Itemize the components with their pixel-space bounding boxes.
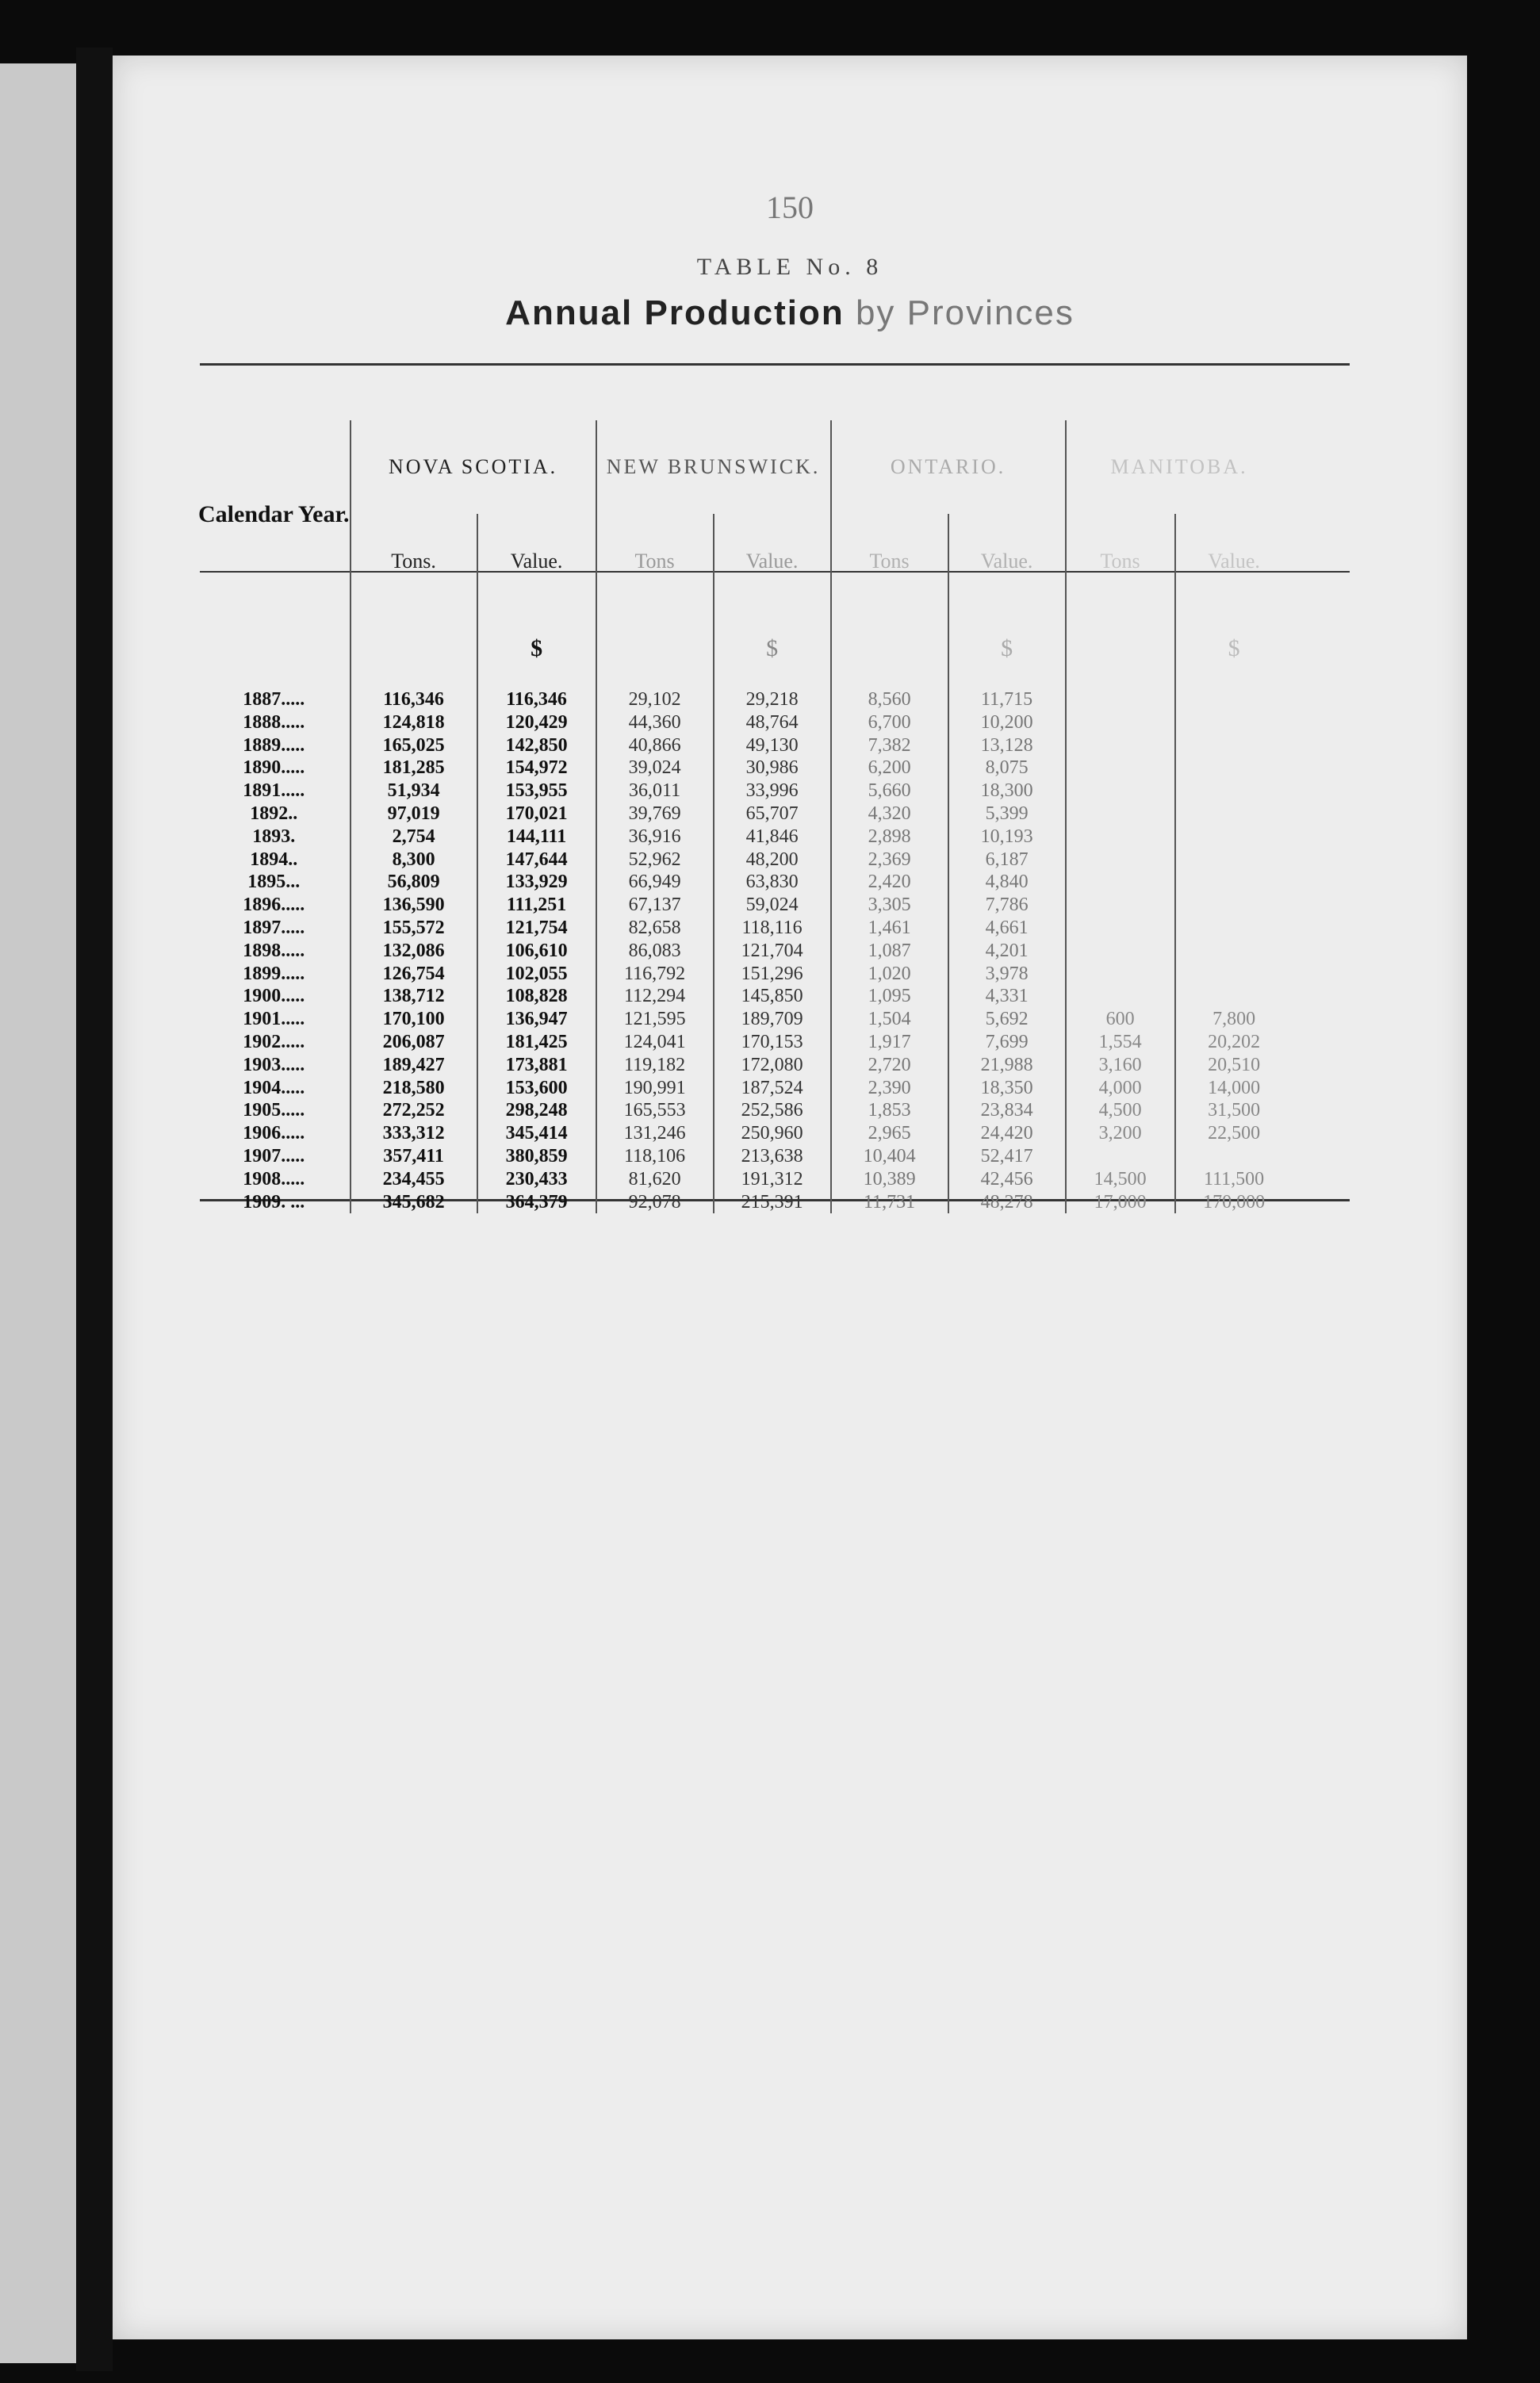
on-value-cell: 5,692	[948, 1008, 1066, 1031]
table-row	[198, 917, 1293, 940]
mb-value-cell: 7,800	[1175, 1008, 1293, 1031]
year-cell: 1899.....	[243, 963, 305, 984]
mb-value-cell: 20,510	[1175, 1054, 1293, 1077]
nb-tons-cell: 81,620	[596, 1168, 714, 1191]
table-row	[198, 1054, 1293, 1077]
nb-value-cell: 189,709	[714, 1008, 831, 1031]
nb-tons-cell: 118,106	[596, 1145, 714, 1168]
on-value-cell: 8,075	[948, 757, 1066, 780]
nb-value-cell: 48,764	[714, 711, 831, 734]
ns-tons-cell: 8,300	[351, 849, 477, 872]
ns-tons-cell: 234,455	[351, 1168, 477, 1191]
mb-currency: $	[1175, 609, 1293, 688]
year-cell: 1891.....	[243, 780, 305, 802]
nb-value-cell: 213,638	[714, 1145, 831, 1168]
nb-value-cell: 48,200	[714, 849, 831, 872]
on-tons-cell: 1,020	[831, 963, 948, 986]
on-value-cell: 7,699	[948, 1031, 1066, 1054]
year-cell: 1896.....	[243, 895, 305, 916]
nb-tons-cell: 119,182	[596, 1054, 714, 1077]
mb-value-cell	[1175, 734, 1293, 757]
table-row	[198, 849, 1293, 872]
table-row	[198, 1168, 1293, 1191]
nova-scotia-header: NOVA SCOTIA.	[351, 420, 596, 514]
mb-tons-cell: 4,000	[1066, 1077, 1175, 1100]
ns-currency: $	[477, 609, 596, 688]
on-value-header: Value.	[948, 514, 1066, 609]
on-tons-cell: 1,853	[831, 1099, 948, 1122]
ns-value-header: Value.	[477, 514, 596, 609]
nb-value-cell: 215,391	[714, 1191, 831, 1214]
on-value-cell: 18,300	[948, 780, 1066, 803]
mb-value-cell	[1175, 688, 1293, 711]
on-value-cell: 21,988	[948, 1054, 1066, 1077]
mb-tons-cell	[1066, 734, 1175, 757]
year-cell: 1900.....	[243, 986, 305, 1007]
on-tons-cell: 5,660	[831, 780, 948, 803]
on-tons-cell: 2,965	[831, 1122, 948, 1145]
table-row	[198, 1191, 1293, 1214]
ns-value-cell: 136,947	[477, 1008, 596, 1031]
nb-value-cell: 41,846	[714, 826, 831, 849]
table-row	[198, 826, 1293, 849]
ns-value-cell: 153,955	[477, 780, 596, 803]
table-row	[198, 734, 1293, 757]
ns-value-cell: 230,433	[477, 1168, 596, 1191]
mb-tons-cell	[1066, 894, 1175, 917]
on-tons-cell: 1,917	[831, 1031, 948, 1054]
on-tons-cell: 7,382	[831, 734, 948, 757]
table-row	[198, 688, 1293, 711]
on-tons-header: Tons	[831, 514, 948, 609]
new-brunswick-header: NEW BRUNSWICK.	[596, 420, 831, 514]
table-row	[198, 780, 1293, 803]
mb-tons-header: Tons	[1066, 514, 1175, 609]
on-tons-cell: 11,731	[831, 1191, 948, 1214]
year-cell: 1895...	[247, 872, 301, 893]
mb-tons-cell	[1066, 780, 1175, 803]
ns-value-cell: 121,754	[477, 917, 596, 940]
ns-tons-cell: 155,572	[351, 917, 477, 940]
nb-value-cell: 170,153	[714, 1031, 831, 1054]
year-cell: 1901.....	[243, 1009, 305, 1030]
mb-value-cell	[1175, 871, 1293, 894]
year-cell: 1892..	[250, 803, 298, 824]
ns-value-cell: 142,850	[477, 734, 596, 757]
ns-value-cell: 154,972	[477, 757, 596, 780]
nb-tons-cell: 92,078	[596, 1191, 714, 1214]
year-cell: 1887.....	[243, 689, 305, 710]
ns-tons-cell: 51,934	[351, 780, 477, 803]
book-gutter	[76, 48, 113, 2371]
on-tons-cell: 10,404	[831, 1145, 948, 1168]
nb-tons-cell: 131,246	[596, 1122, 714, 1145]
currency-row	[198, 609, 1293, 688]
production-table	[198, 420, 1293, 1213]
mb-tons-cell: 3,200	[1066, 1122, 1175, 1145]
on-value-cell: 4,331	[948, 985, 1066, 1008]
ns-value-cell: 181,425	[477, 1031, 596, 1054]
on-value-cell: 11,715	[948, 688, 1066, 711]
on-tons-cell: 1,087	[831, 940, 948, 963]
page-title	[113, 293, 1467, 333]
nb-tons-cell: 40,866	[596, 734, 714, 757]
on-value-cell: 48,278	[948, 1191, 1066, 1214]
nb-value-cell: 63,830	[714, 871, 831, 894]
nb-tons-cell: 36,916	[596, 826, 714, 849]
nb-tons-cell: 39,024	[596, 757, 714, 780]
ns-tons-cell: 165,025	[351, 734, 477, 757]
mb-value-cell	[1175, 894, 1293, 917]
ns-value-cell: 116,346	[477, 688, 596, 711]
mb-value-cell: 111,500	[1175, 1168, 1293, 1191]
ontario-header: ONTARIO.	[831, 420, 1066, 514]
table-row	[198, 940, 1293, 963]
mb-tons-cell	[1066, 917, 1175, 940]
ns-tons-cell: 136,590	[351, 894, 477, 917]
ns-tons-cell: 116,346	[351, 688, 477, 711]
on-value-cell: 23,834	[948, 1099, 1066, 1122]
manitoba-header: MANITOBA.	[1066, 420, 1293, 514]
nb-tons-cell: 29,102	[596, 688, 714, 711]
nb-value-cell: 250,960	[714, 1122, 831, 1145]
mb-value-cell: 31,500	[1175, 1099, 1293, 1122]
table-row	[198, 1145, 1293, 1168]
mb-value-cell	[1175, 917, 1293, 940]
ns-value-cell: 144,111	[477, 826, 596, 849]
mb-tons-cell	[1066, 803, 1175, 826]
on-value-cell: 5,399	[948, 803, 1066, 826]
mb-value-cell: 22,500	[1175, 1122, 1293, 1145]
mb-tons-cell: 17,000	[1066, 1191, 1175, 1214]
nb-tons-cell: 190,991	[596, 1077, 714, 1100]
table-row	[198, 711, 1293, 734]
table-row	[198, 803, 1293, 826]
nb-value-cell: 65,707	[714, 803, 831, 826]
mb-tons-cell: 4,500	[1066, 1099, 1175, 1122]
nb-tons-header: Tons	[596, 514, 714, 609]
on-tons-cell: 1,461	[831, 917, 948, 940]
nb-tons-cell: 44,360	[596, 711, 714, 734]
nb-tons-cell: 66,949	[596, 871, 714, 894]
mb-tons-cell: 14,500	[1066, 1168, 1175, 1191]
on-tons-cell: 3,305	[831, 894, 948, 917]
on-value-cell: 18,350	[948, 1077, 1066, 1100]
mb-value-cell: 20,202	[1175, 1031, 1293, 1054]
nb-tons-cell: 116,792	[596, 963, 714, 986]
mb-value-cell	[1175, 757, 1293, 780]
ns-value-cell: 147,644	[477, 849, 596, 872]
nb-value-cell: 172,080	[714, 1054, 831, 1077]
ns-value-cell: 173,881	[477, 1054, 596, 1077]
on-tons-cell: 1,504	[831, 1008, 948, 1031]
on-value-cell: 3,978	[948, 963, 1066, 986]
on-tons-cell: 10,389	[831, 1168, 948, 1191]
ns-tons-cell: 132,086	[351, 940, 477, 963]
table-row	[198, 1077, 1293, 1100]
mb-value-cell	[1175, 940, 1293, 963]
ns-tons-cell: 170,100	[351, 1008, 477, 1031]
mb-tons-cell: 3,160	[1066, 1054, 1175, 1077]
nb-tons-cell: 67,137	[596, 894, 714, 917]
nb-tons-cell: 82,658	[596, 917, 714, 940]
ns-value-cell: 364,379	[477, 1191, 596, 1214]
mb-tons-cell	[1066, 826, 1175, 849]
table-label: TABLE No. 8	[696, 254, 883, 280]
nb-tons-cell: 165,553	[596, 1099, 714, 1122]
year-cell: 1897.....	[243, 917, 305, 938]
nb-tons-cell: 39,769	[596, 803, 714, 826]
nb-value-cell: 118,116	[714, 917, 831, 940]
mb-value-cell: 14,000	[1175, 1077, 1293, 1100]
ns-tons-cell: 138,712	[351, 985, 477, 1008]
on-tons-cell: 4,320	[831, 803, 948, 826]
mb-tons-cell	[1066, 757, 1175, 780]
nb-tons-cell: 52,962	[596, 849, 714, 872]
table-row	[198, 1031, 1293, 1054]
nb-value-cell: 49,130	[714, 734, 831, 757]
on-tons-cell: 8,560	[831, 688, 948, 711]
table-row	[198, 871, 1293, 894]
ns-value-cell: 108,828	[477, 985, 596, 1008]
nb-value-cell: 30,986	[714, 757, 831, 780]
on-value-cell: 4,840	[948, 871, 1066, 894]
ns-value-cell: 133,929	[477, 871, 596, 894]
title-rest: by Provinces	[855, 293, 1075, 332]
mb-value-cell	[1175, 1145, 1293, 1168]
year-cell: 1907.....	[243, 1145, 305, 1167]
on-value-cell: 4,661	[948, 917, 1066, 940]
table-row	[198, 963, 1293, 986]
on-tons-cell: 6,200	[831, 757, 948, 780]
on-value-cell: 10,200	[948, 711, 1066, 734]
ns-tons-cell: 357,411	[351, 1145, 477, 1168]
mb-tons-cell: 1,554	[1066, 1031, 1175, 1054]
on-tons-cell: 2,420	[831, 871, 948, 894]
ns-tons-cell: 333,312	[351, 1122, 477, 1145]
on-tons-cell: 2,390	[831, 1077, 948, 1100]
on-tons-cell: 2,369	[831, 849, 948, 872]
ns-tons-cell: 124,818	[351, 711, 477, 734]
on-currency: $	[948, 609, 1066, 688]
calendar-year-header: Calendar Year.	[198, 501, 350, 527]
table-row	[198, 1099, 1293, 1122]
year-cell: 1902.....	[243, 1031, 305, 1052]
nb-value-cell: 145,850	[714, 985, 831, 1008]
ns-value-cell: 102,055	[477, 963, 596, 986]
table-row	[198, 1008, 1293, 1031]
mb-value-cell	[1175, 803, 1293, 826]
mb-value-cell	[1175, 826, 1293, 849]
nb-tons-cell: 112,294	[596, 985, 714, 1008]
year-cell: 1889.....	[243, 734, 305, 756]
year-cell: 1893.	[252, 826, 296, 847]
year-cell: 1894..	[250, 849, 298, 870]
ns-value-cell: 120,429	[477, 711, 596, 734]
ns-tons-cell: 181,285	[351, 757, 477, 780]
ns-value-cell: 298,248	[477, 1099, 596, 1122]
ns-value-cell: 153,600	[477, 1077, 596, 1100]
top-rule	[200, 363, 1350, 366]
ns-tons-cell: 126,754	[351, 963, 477, 986]
mb-tons-cell	[1066, 940, 1175, 963]
table-row	[198, 985, 1293, 1008]
mb-tons-cell	[1066, 963, 1175, 986]
ns-tons-cell: 345,682	[351, 1191, 477, 1214]
nb-tons-cell: 86,083	[596, 940, 714, 963]
on-value-cell: 24,420	[948, 1122, 1066, 1145]
mb-tons-cell	[1066, 985, 1175, 1008]
year-cell: 1906.....	[243, 1123, 305, 1144]
mb-value-cell	[1175, 711, 1293, 734]
title-bold: Annual Production	[505, 293, 845, 332]
mb-tons-cell	[1066, 711, 1175, 734]
year-cell: 1909. ...	[243, 1191, 305, 1213]
mb-value-cell	[1175, 985, 1293, 1008]
on-tons-cell: 2,898	[831, 826, 948, 849]
facing-page-edge	[0, 63, 79, 2363]
nb-value-cell: 33,996	[714, 780, 831, 803]
ns-value-cell: 380,859	[477, 1145, 596, 1168]
ns-tons-cell: 218,580	[351, 1077, 477, 1100]
mb-tons-cell	[1066, 849, 1175, 872]
nb-value-cell: 191,312	[714, 1168, 831, 1191]
table-row	[198, 1122, 1293, 1145]
ns-tons-cell: 2,754	[351, 826, 477, 849]
ns-tons-cell: 206,087	[351, 1031, 477, 1054]
mb-value-cell	[1175, 849, 1293, 872]
nb-tons-cell: 121,595	[596, 1008, 714, 1031]
nb-value-header: Value.	[714, 514, 831, 609]
mb-value-header: Value.	[1175, 514, 1293, 609]
mb-tons-cell	[1066, 871, 1175, 894]
nb-value-cell: 121,704	[714, 940, 831, 963]
table-row	[198, 894, 1293, 917]
mb-value-cell: 170,000	[1175, 1191, 1293, 1214]
nb-value-cell: 187,524	[714, 1077, 831, 1100]
nb-tons-cell: 124,041	[596, 1031, 714, 1054]
ns-tons-cell: 189,427	[351, 1054, 477, 1077]
year-cell: 1904.....	[243, 1077, 305, 1098]
page-number: 150	[766, 190, 814, 225]
on-value-cell: 4,201	[948, 940, 1066, 963]
year-cell: 1890.....	[243, 757, 305, 779]
on-value-cell: 42,456	[948, 1168, 1066, 1191]
ns-value-cell: 170,021	[477, 803, 596, 826]
nb-currency: $	[714, 609, 831, 688]
mb-value-cell	[1175, 780, 1293, 803]
ns-tons-cell: 272,252	[351, 1099, 477, 1122]
mb-tons-cell: 600	[1066, 1008, 1175, 1031]
ns-tons-cell: 97,019	[351, 803, 477, 826]
mb-value-cell	[1175, 963, 1293, 986]
ns-tons-cell: 56,809	[351, 871, 477, 894]
on-value-cell: 6,187	[948, 849, 1066, 872]
ns-value-cell: 106,610	[477, 940, 596, 963]
document-page	[113, 56, 1467, 2339]
year-cell: 1888.....	[243, 711, 305, 733]
nb-value-cell: 29,218	[714, 688, 831, 711]
year-cell: 1905.....	[243, 1100, 305, 1121]
nb-tons-cell: 36,011	[596, 780, 714, 803]
mb-tons-cell	[1066, 1145, 1175, 1168]
nb-value-cell: 151,296	[714, 963, 831, 986]
on-tons-cell: 6,700	[831, 711, 948, 734]
ns-value-cell: 345,414	[477, 1122, 596, 1145]
ns-value-cell: 111,251	[477, 894, 596, 917]
mb-tons-cell	[1066, 688, 1175, 711]
on-value-cell: 52,417	[948, 1145, 1066, 1168]
on-tons-cell: 1,095	[831, 985, 948, 1008]
on-value-cell: 7,786	[948, 894, 1066, 917]
nb-value-cell: 252,586	[714, 1099, 831, 1122]
on-value-cell: 10,193	[948, 826, 1066, 849]
year-cell: 1908.....	[243, 1168, 305, 1190]
table-row	[198, 757, 1293, 780]
year-cell: 1898.....	[243, 940, 305, 961]
nb-value-cell: 59,024	[714, 894, 831, 917]
year-cell: 1903.....	[243, 1054, 305, 1075]
ns-tons-header: Tons.	[351, 514, 477, 609]
on-value-cell: 13,128	[948, 734, 1066, 757]
on-tons-cell: 2,720	[831, 1054, 948, 1077]
